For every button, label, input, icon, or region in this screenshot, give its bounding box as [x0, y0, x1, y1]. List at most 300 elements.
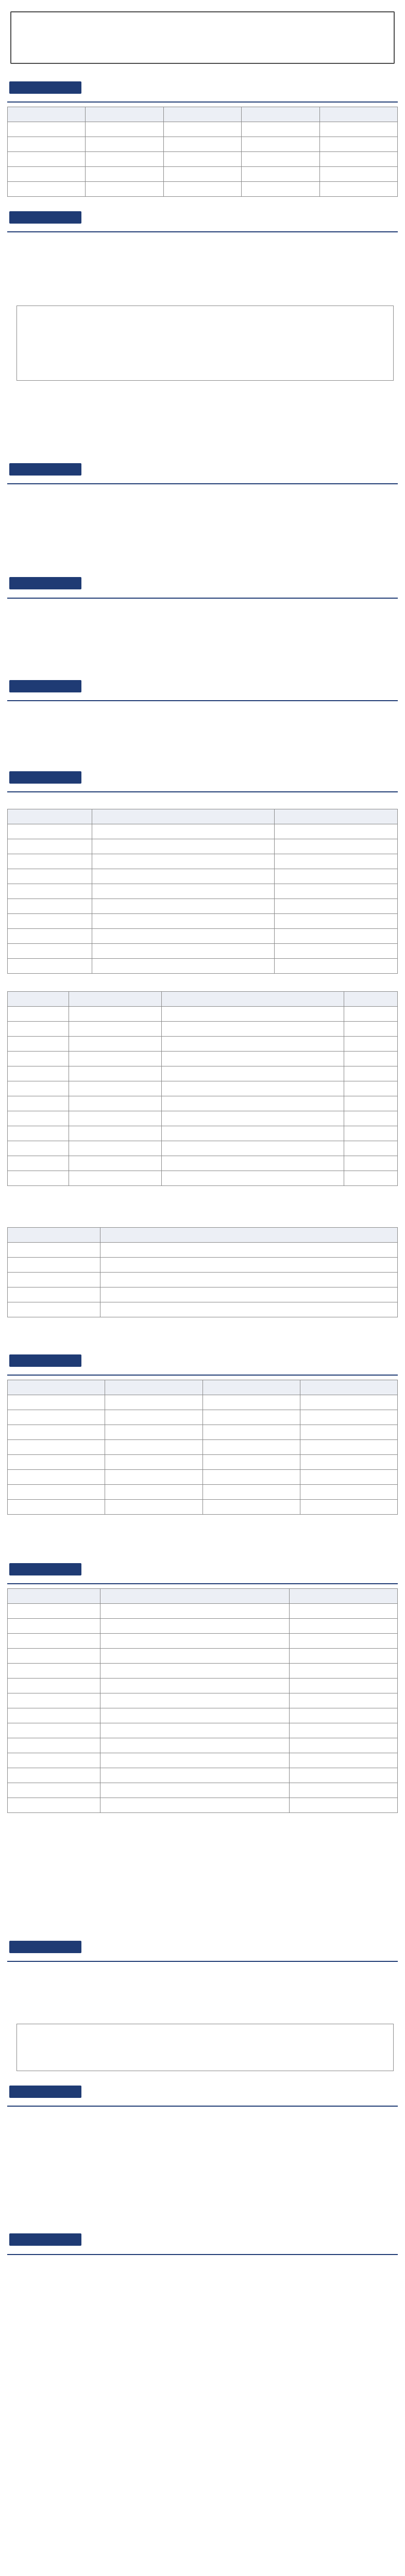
table-cell — [8, 1272, 100, 1287]
box-line — [22, 2048, 388, 2056]
table-cell — [300, 1410, 397, 1425]
paragraph — [16, 2190, 394, 2199]
table-cell — [202, 1499, 300, 1514]
paragraph — [16, 705, 394, 715]
paragraph — [16, 1841, 394, 1850]
paragraph — [16, 2270, 394, 2280]
section-heading — [9, 680, 81, 692]
table-row — [8, 958, 398, 973]
paragraph — [16, 1897, 394, 1907]
table-cell — [92, 854, 275, 869]
table-row — [8, 1634, 398, 1649]
table-cell — [8, 884, 92, 899]
table-row — [8, 943, 398, 958]
table-cell — [92, 913, 275, 928]
table-cell — [242, 152, 319, 167]
table-cell — [100, 1634, 290, 1649]
document-note-box — [16, 2024, 394, 2071]
table-cell — [8, 1141, 69, 1156]
table-cell — [161, 1006, 344, 1021]
table-cell — [8, 839, 92, 854]
table-cell — [319, 137, 397, 152]
table-cell — [92, 899, 275, 913]
paragraph — [16, 1520, 394, 1529]
table-cell — [69, 1126, 161, 1141]
table-cell — [8, 1499, 105, 1514]
paragraph — [16, 431, 394, 440]
table-header — [242, 107, 319, 122]
table-cell — [8, 1081, 69, 1096]
subheading — [12, 796, 394, 806]
table-row — [8, 1783, 398, 1798]
table-header — [92, 809, 275, 824]
table-cell — [344, 1081, 398, 1096]
section-divider — [7, 2106, 398, 2107]
table-cell — [86, 182, 163, 197]
table-cell — [275, 958, 398, 973]
table-header — [8, 1589, 100, 1604]
table-cell — [202, 1439, 300, 1454]
table-cell — [290, 1619, 398, 1634]
table-cell — [275, 943, 398, 958]
table-row — [8, 137, 398, 152]
table-row — [8, 122, 398, 137]
table-row — [8, 1021, 398, 1036]
table-cell — [8, 137, 86, 152]
paragraph — [16, 2167, 394, 2177]
table-cell — [100, 1287, 397, 1302]
paragraph — [16, 1334, 394, 1343]
table-header — [319, 107, 397, 122]
table-cell — [8, 1723, 100, 1738]
table-cell — [105, 1425, 202, 1439]
table-cell — [319, 182, 397, 197]
paragraph — [16, 637, 394, 646]
table-cell — [344, 1126, 398, 1141]
table-cell — [69, 1096, 161, 1111]
table-cell — [100, 1272, 397, 1287]
table-cell — [275, 928, 398, 943]
table-row — [8, 1141, 398, 1156]
table-cell — [100, 1679, 290, 1693]
table-cell — [8, 1604, 100, 1619]
table-cell — [8, 1126, 69, 1141]
table-row — [8, 1679, 398, 1693]
table-cell — [161, 1051, 344, 1066]
table-row — [8, 1738, 398, 1753]
table-cell — [8, 182, 86, 197]
table-row — [8, 1126, 398, 1141]
table-cell — [290, 1679, 398, 1693]
paragraph — [16, 603, 394, 612]
table-row — [8, 1006, 398, 1021]
table-header — [344, 991, 398, 1006]
table-row — [8, 1066, 398, 1081]
table-cell — [344, 1036, 398, 1051]
table-cell — [202, 1484, 300, 1499]
table-row — [8, 1604, 398, 1619]
table-row — [8, 1111, 398, 1126]
table-row — [8, 1723, 398, 1738]
paragraph — [16, 511, 394, 520]
table-cell — [163, 167, 241, 182]
paragraph — [16, 409, 394, 418]
table-cell — [275, 899, 398, 913]
table-cell — [344, 1006, 398, 1021]
preference-table — [7, 1588, 398, 1813]
table-cell — [8, 167, 86, 182]
table-cell — [100, 1798, 290, 1813]
paragraph — [16, 270, 394, 280]
table-cell — [8, 1006, 69, 1021]
paragraph — [16, 522, 394, 532]
table-cell — [344, 1156, 398, 1171]
box-line — [22, 339, 388, 347]
table-cell — [161, 1156, 344, 1171]
paragraph — [16, 2156, 394, 2165]
table-cell — [8, 1036, 69, 1051]
paragraph — [16, 282, 394, 291]
section-divider — [7, 483, 398, 484]
table-cell — [344, 1096, 398, 1111]
table-header — [300, 1380, 397, 1395]
paragraph — [16, 2304, 394, 2314]
selection-stage-table — [7, 809, 398, 974]
table-cell — [8, 1454, 105, 1469]
table-cell — [8, 1425, 105, 1439]
box-line — [22, 2057, 388, 2065]
table-cell — [69, 1036, 161, 1051]
table-row — [8, 167, 398, 182]
table-cell — [8, 913, 92, 928]
table-header — [8, 1227, 100, 1242]
table-row — [8, 1051, 398, 1066]
table-row — [8, 1156, 398, 1171]
table-cell — [8, 1257, 100, 1272]
table-cell — [8, 122, 86, 137]
box-line — [22, 2039, 388, 2047]
table-cell — [290, 1738, 398, 1753]
table-cell — [275, 869, 398, 884]
paragraph — [16, 739, 394, 749]
table-row — [8, 1287, 398, 1302]
table-cell — [69, 1006, 161, 1021]
table-row — [8, 1257, 398, 1272]
section-divider — [7, 2254, 398, 2255]
table-cell — [100, 1693, 290, 1708]
table-cell — [275, 839, 398, 854]
table-row — [8, 1649, 398, 1664]
table-cell — [202, 1410, 300, 1425]
table-cell — [8, 1798, 100, 1813]
table-row — [8, 1454, 398, 1469]
table-cell — [8, 1096, 69, 1111]
table-cell — [300, 1484, 397, 1499]
table-cell — [92, 839, 275, 854]
paragraph — [16, 1323, 394, 1332]
table-cell — [100, 1257, 397, 1272]
table-row — [8, 152, 398, 167]
table-cell — [100, 1768, 290, 1783]
paragraph — [16, 248, 394, 257]
table-row — [8, 913, 398, 928]
section-heading — [9, 81, 81, 94]
table-cell — [105, 1469, 202, 1484]
table-cell — [242, 122, 319, 137]
box-line — [22, 311, 388, 319]
paragraph — [16, 1829, 394, 1839]
table-row — [8, 928, 398, 943]
table-header — [100, 1227, 397, 1242]
table-cell — [92, 958, 275, 973]
paragraph — [16, 488, 394, 498]
table-cell — [290, 1708, 398, 1723]
table-cell — [290, 1693, 398, 1708]
paragraph — [16, 2111, 394, 2120]
paragraph — [16, 2316, 394, 2325]
table-row — [8, 1272, 398, 1287]
table-cell — [8, 1679, 100, 1693]
paragraph — [16, 2133, 394, 2143]
table-row — [8, 1753, 398, 1768]
table-cell — [69, 1111, 161, 1126]
table-cell — [100, 1649, 290, 1664]
paragraph — [16, 534, 394, 543]
table-row — [8, 899, 398, 913]
table-cell — [300, 1454, 397, 1469]
table-cell — [8, 1287, 100, 1302]
table-cell — [69, 1171, 161, 1185]
paragraph — [16, 2327, 394, 2336]
paragraph — [16, 2011, 394, 2021]
table-cell — [8, 1395, 105, 1410]
table-cell — [202, 1469, 300, 1484]
paragraph — [16, 420, 394, 429]
table-row — [8, 1693, 398, 1708]
box-line — [22, 2029, 388, 2038]
table-cell — [161, 1096, 344, 1111]
section-heading — [9, 1941, 81, 1953]
table-cell — [8, 1783, 100, 1798]
notice-line — [18, 18, 387, 27]
table-header — [202, 1380, 300, 1395]
table-header — [290, 1589, 398, 1604]
table-cell — [161, 1126, 344, 1141]
page-bottom-spacer — [7, 2350, 398, 2360]
table-cell — [242, 182, 319, 197]
table-row — [8, 839, 398, 854]
table-cell — [92, 884, 275, 899]
table-cell — [344, 1021, 398, 1036]
table-cell — [161, 1171, 344, 1185]
paragraph — [16, 1989, 394, 1998]
table-row — [8, 1664, 398, 1679]
paragraph — [16, 2282, 394, 2291]
table-cell — [105, 1454, 202, 1469]
table-header — [69, 991, 161, 1006]
table-cell — [8, 1738, 100, 1753]
table-cell — [163, 122, 241, 137]
table-cell — [8, 1753, 100, 1768]
notice-line — [18, 48, 387, 58]
table-header — [8, 107, 86, 122]
box-line — [22, 330, 388, 338]
table-row — [8, 1242, 398, 1257]
table-cell — [161, 1081, 344, 1096]
table-cell — [161, 1021, 344, 1036]
table-cell — [161, 1111, 344, 1126]
subheading — [12, 979, 394, 988]
table-cell — [8, 1066, 69, 1081]
table-cell — [300, 1499, 397, 1514]
table-cell — [161, 1036, 344, 1051]
paragraph — [16, 500, 394, 509]
box-line — [22, 320, 388, 329]
table-cell — [100, 1783, 290, 1798]
paragraph — [16, 751, 394, 760]
table-cell — [105, 1499, 202, 1514]
section-divider — [7, 231, 398, 232]
table-cell — [8, 1484, 105, 1499]
section-heading — [9, 771, 81, 784]
table-cell — [202, 1425, 300, 1439]
table-cell — [100, 1604, 290, 1619]
table-cell — [344, 1111, 398, 1126]
table-row — [8, 854, 398, 869]
paragraph — [16, 236, 394, 246]
table-cell — [100, 1664, 290, 1679]
table-row — [8, 182, 398, 197]
section-divider — [7, 1961, 398, 1962]
table-cell — [105, 1395, 202, 1410]
section-divider — [7, 700, 398, 701]
table-header — [163, 107, 241, 122]
recruit-table — [7, 107, 398, 197]
paragraph — [16, 443, 394, 452]
table-row — [8, 1439, 398, 1454]
table-cell — [319, 152, 397, 167]
table-row — [8, 824, 398, 839]
table-row — [8, 1302, 398, 1317]
table-cell — [86, 137, 163, 152]
section-divider — [7, 598, 398, 599]
section-heading — [9, 1354, 81, 1367]
table-cell — [69, 1141, 161, 1156]
table-cell — [69, 1066, 161, 1081]
paragraph — [16, 1202, 394, 1212]
table-cell — [8, 899, 92, 913]
box-line — [22, 348, 388, 357]
table-cell — [8, 1664, 100, 1679]
paragraph — [16, 648, 394, 657]
evaluation-criteria-table — [7, 991, 398, 1186]
table-row — [8, 1484, 398, 1499]
table-cell — [8, 1439, 105, 1454]
subheading — [12, 1215, 394, 1224]
table-cell — [8, 824, 92, 839]
summary-notice-box — [10, 11, 395, 64]
section-divider — [7, 791, 398, 792]
paragraph — [16, 1863, 394, 1873]
table-row — [8, 1499, 398, 1514]
table-cell — [86, 122, 163, 137]
paragraph — [16, 397, 394, 406]
table-cell — [275, 854, 398, 869]
table-cell — [8, 152, 86, 167]
table-cell — [8, 1649, 100, 1664]
paragraph — [16, 717, 394, 726]
table-row — [8, 1708, 398, 1723]
eligibility-note-box — [16, 306, 394, 381]
table-cell — [92, 943, 275, 958]
table-row — [8, 1768, 398, 1783]
paragraph — [16, 386, 394, 395]
table-row — [8, 1036, 398, 1051]
table-cell — [8, 1469, 105, 1484]
table-cell — [163, 182, 241, 197]
table-cell — [275, 913, 398, 928]
table-cell — [100, 1708, 290, 1723]
table-header — [275, 809, 398, 824]
table-cell — [319, 122, 397, 137]
paragraph — [16, 614, 394, 623]
paragraph — [16, 2145, 394, 2154]
table-cell — [69, 1156, 161, 1171]
table-cell — [8, 943, 92, 958]
paragraph — [16, 2179, 394, 2188]
recruitment-notice-page — [0, 11, 405, 2576]
table-cell — [8, 1111, 69, 1126]
table-cell — [100, 1242, 397, 1257]
table-cell — [105, 1439, 202, 1454]
table-cell — [290, 1664, 398, 1679]
table-cell — [290, 1768, 398, 1783]
table-cell — [319, 167, 397, 182]
table-cell — [344, 1051, 398, 1066]
table-cell — [92, 824, 275, 839]
table-header — [8, 991, 69, 1006]
table-cell — [290, 1649, 398, 1664]
schedule-table — [7, 1380, 398, 1515]
table-cell — [290, 1798, 398, 1813]
section-heading — [9, 211, 81, 224]
paragraph — [16, 1543, 394, 1552]
notice-line — [18, 28, 387, 37]
table-cell — [8, 1410, 105, 1425]
table-cell — [100, 1753, 290, 1768]
table-cell — [69, 1081, 161, 1096]
section-heading — [9, 463, 81, 476]
paragraph — [16, 625, 394, 635]
table-cell — [8, 1693, 100, 1708]
section-heading — [9, 577, 81, 589]
paragraph — [16, 1909, 394, 1918]
paragraph — [16, 2293, 394, 2302]
section-divider — [7, 1375, 398, 1376]
table-cell — [161, 1141, 344, 1156]
table-cell — [8, 1156, 69, 1171]
table-cell — [92, 928, 275, 943]
section-heading — [9, 2086, 81, 2098]
table-header — [100, 1589, 290, 1604]
table-cell — [86, 152, 163, 167]
table-cell — [8, 1634, 100, 1649]
table-row — [8, 1171, 398, 1185]
table-cell — [344, 1141, 398, 1156]
table-header — [86, 107, 163, 122]
paragraph — [16, 293, 394, 302]
table-cell — [8, 1768, 100, 1783]
